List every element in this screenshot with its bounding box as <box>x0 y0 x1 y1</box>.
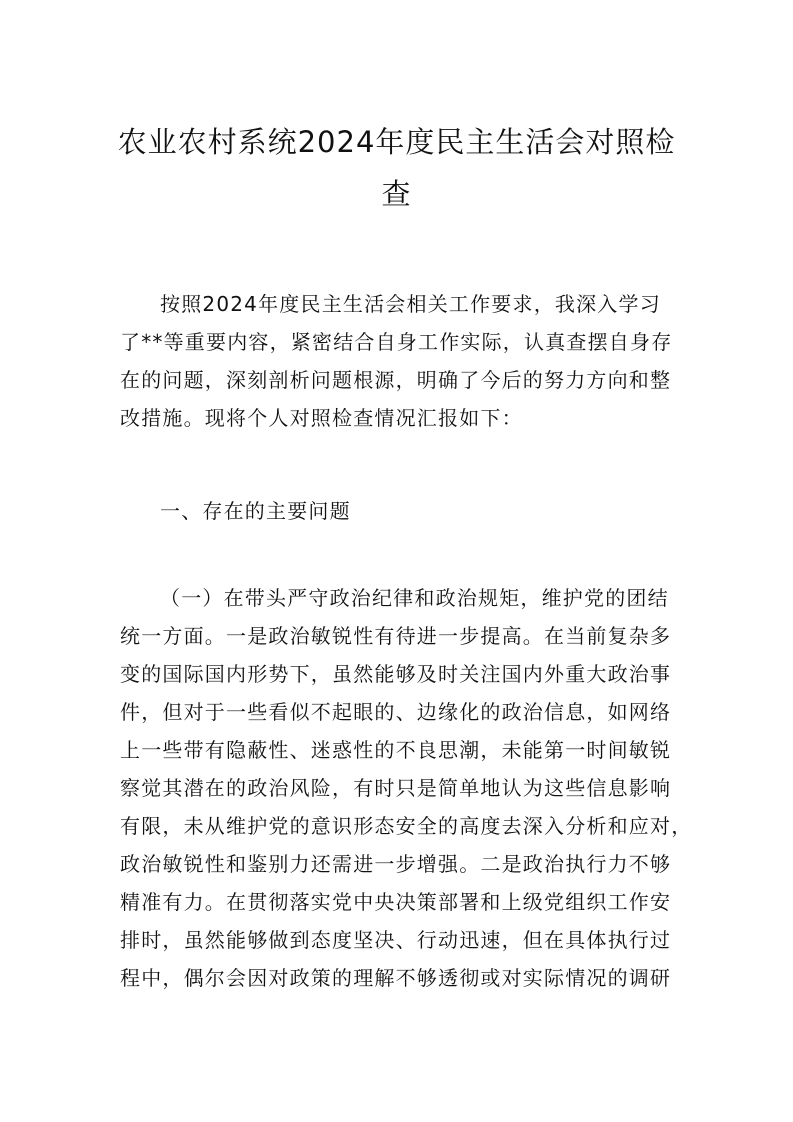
section-line-8: 政治敏锐性和鉴别力还需进一步增强。二是政治执行力不够 <box>120 852 672 876</box>
section-line-10: 排时，虽然能够做到态度坚决、行动迅速，但在具体执行过 <box>120 928 672 952</box>
intro-line-4: 改措施。现将个人对照检查情况汇报如下： <box>120 406 523 430</box>
section-line-5: 上一些带有隐蔽性、迷惑性的不良思潮，未能第一时间敏锐 <box>120 738 672 762</box>
intro-line-3: 在的问题，深刻剖析问题根源，明确了今后的努力方向和整 <box>120 368 672 392</box>
section-line-11: 程中，偶尔会因对政策的理解不够透彻或对实际情况的调研 <box>120 966 672 990</box>
document-title-line-1: 农业农村系统2024年度民主生活会对照检 <box>117 125 676 159</box>
document-title-line-2: 查 <box>381 177 412 211</box>
section-line-6: 察觉其潜在的政治风险，有时只是简单地认为这些信息影响 <box>120 776 672 800</box>
intro-line-2: 了**等重要内容，紧密结合自身工作实际，认真查摆自身存 <box>120 330 673 354</box>
section-heading: 一、存在的主要问题 <box>160 499 351 523</box>
intro-line-1: 按照2024年度民主生活会相关工作要求，我深入学习 <box>160 292 661 316</box>
section-line-7: 有限，未从维护党的意识形态安全的高度去深入分析和应对， <box>120 814 693 838</box>
section-line-3: 变的国际国内形势下，虽然能够及时关注国内外重大政治事 <box>120 662 672 686</box>
section-line-4: 件，但对于一些看似不起眼的、边缘化的政治信息，如网络 <box>120 700 672 724</box>
section-line-1: （一）在带头严守政治纪律和政治规矩，维护党的团结 <box>160 586 669 610</box>
section-line-2: 统一方面。一是政治敏锐性有待进一步提高。在当前复杂多 <box>120 624 672 648</box>
section-line-9: 精准有力。在贯彻落实党中央决策部署和上级党组织工作安 <box>120 890 672 914</box>
